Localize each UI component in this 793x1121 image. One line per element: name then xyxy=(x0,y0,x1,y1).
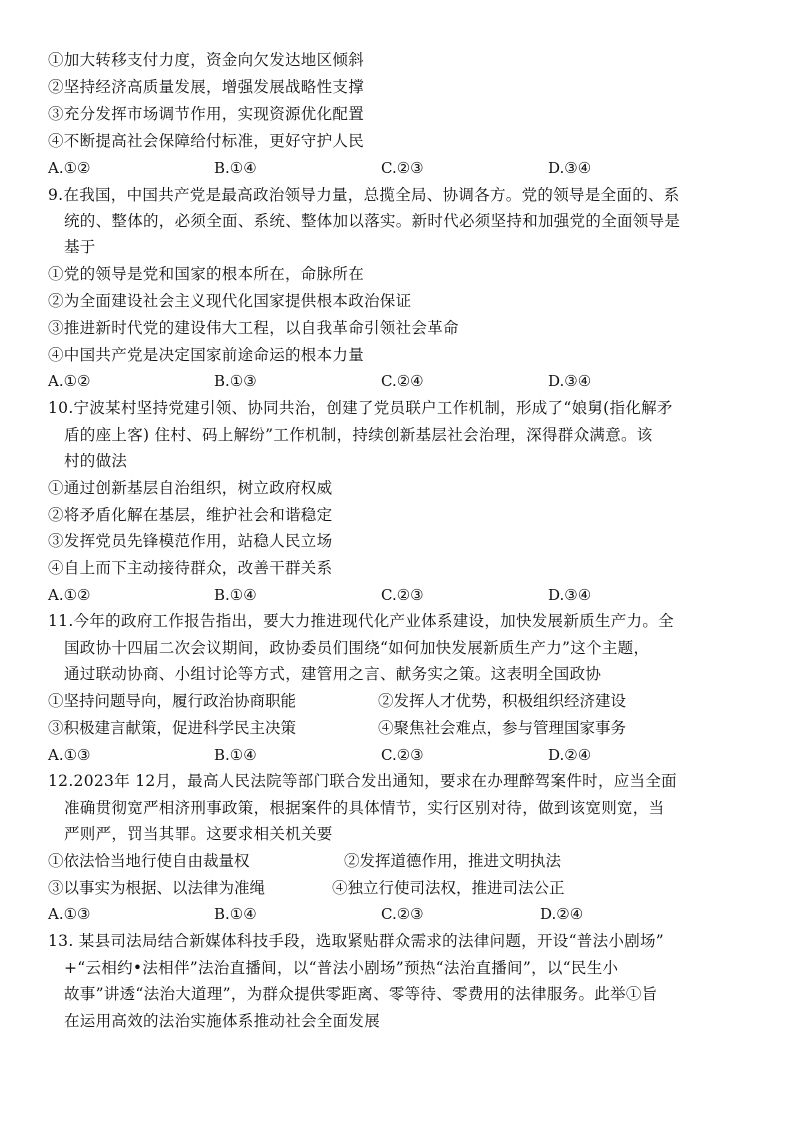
q11-stem-line-2: 国政协十四届二次会议期间，政协委员们围绕“如何加快发展新质生产力”这个主题， xyxy=(64,639,650,657)
q9-item-2: ②为全面建设社会主义现代化国家提供根本政治保证 xyxy=(48,292,412,310)
q10-stem-line-3: 村的做法 xyxy=(64,452,128,470)
q13-stem-line-4: 在运用高效的法治实施体系推动社会全面发展 xyxy=(64,1012,381,1030)
q10-options xyxy=(48,583,748,607)
q12-item-4: ④独立行使司法权，推进司法公正 xyxy=(332,879,565,897)
q9-option-c: C.②④ xyxy=(381,372,424,390)
q12-item-3: ③以事实为根据、以法律为准绳 xyxy=(48,879,266,897)
q8-item-2: ②坚持经济高质量发展，增强发展战略性支撑 xyxy=(48,78,365,96)
q13-stem-line-1: 13. 某县司法局结合新媒体科技手段，选取紧贴群众需求的法律问题，开设“普法小剧场” xyxy=(48,932,665,950)
q8-option-d: D.③④ xyxy=(548,159,592,177)
q9-option-d: D.③④ xyxy=(548,372,592,390)
q10-option-c: C.②③ xyxy=(381,586,424,604)
q12-stem-line-2: 准确贯彻宽严相济刑事政策，根据案件的具体情节，实行区别对待，做到该宽则宽，当 xyxy=(64,799,665,817)
q9-stem-line-1: 9.在我国，中国共产党是最高政治领导力量，总揽全局、协调各方。党的领导是全面的、系 xyxy=(48,186,680,204)
q9-item-3: ③推进新时代党的建设伟大工程，以自我革命引领社会革命 xyxy=(48,319,459,337)
q10-option-b: B.①④ xyxy=(214,586,257,604)
q9-options xyxy=(48,369,748,393)
q12-option-d: D.②④ xyxy=(540,905,584,923)
q9-stem-line-2: 统的、整体的，必须全面、系统、整体加以落实。新时代必须坚持和加强党的全面领导是 xyxy=(64,212,681,230)
q11-option-c: C.②③ xyxy=(381,746,424,764)
q10-item-1: ①通过创新基层自治组织，树立政府权威 xyxy=(48,479,333,497)
q8-option-c: C.②③ xyxy=(381,159,424,177)
q12-options xyxy=(48,902,748,926)
q11-stem-line-3: 通过联动协商、小组讨论等方式，建管用之言、献务实之策。这表明全国政协 xyxy=(64,665,602,683)
q12-option-b: B.①④ xyxy=(214,905,257,923)
q12-stem-line-1: 12.2023年 12月，最高人民法院等部门联合发出通知，要求在办理醉驾案件时，应当全面 xyxy=(48,772,677,790)
q12-option-c: C.②③ xyxy=(381,905,424,923)
q9-item-1: ①党的领导是党和国家的根本所在，命脉所在 xyxy=(48,265,365,283)
q8-option-a: A.①② xyxy=(48,159,91,177)
q12-option-a: A.①③ xyxy=(48,905,91,923)
q10-stem-line-1: 10.宁波某村坚持党建引领、协同共治，创建了党员联户工作机制，形成了“娘舅(指化解矛 xyxy=(48,399,673,417)
q13-stem-line-2: +“云相约•法相伴”法治直播间，以“普法小剧场”预热“法治直播间”，以“民生小 xyxy=(64,959,619,977)
q12-items-row-2 xyxy=(48,876,748,900)
q12-items-row-1 xyxy=(48,849,748,873)
q11-item-2: ②发挥人才优势，积极组织经济建设 xyxy=(378,692,627,710)
q9-option-b: B.①③ xyxy=(214,372,257,390)
q8-item-4: ④不断提高社会保障给付标准，更好守护人民 xyxy=(48,132,365,150)
q12-item-1: ①依法恰当地行使自由裁量权 xyxy=(48,852,250,870)
q11-item-4: ④聚焦社会难点，参与管理国家事务 xyxy=(378,719,627,737)
q10-item-4: ④自上而下主动接待群众，改善干群关系 xyxy=(48,559,333,577)
q9-item-4: ④中国共产党是决定国家前途命运的根本力量 xyxy=(48,346,365,364)
q8-options xyxy=(48,156,748,180)
q12-item-2: ②发挥道德作用，推进文明执法 xyxy=(344,852,562,870)
q11-items-row-1 xyxy=(48,689,748,713)
q11-option-d: D.②④ xyxy=(548,746,592,764)
q8-item-3: ③充分发挥市场调节作用，实现资源优化配置 xyxy=(48,105,365,123)
q11-option-b: B.①④ xyxy=(214,746,257,764)
q12-stem-line-3: 严则严，罚当其罪。这要求相关机关要 xyxy=(64,825,333,843)
q8-item-1: ①加大转移支付力度，资金向欠发达地区倾斜 xyxy=(48,51,365,69)
q13-stem-line-3: 故事”讲透“法治大道理”，为群众提供零距离、零等待、零费用的法律服务。此举①旨 xyxy=(64,985,658,1003)
q10-stem-line-2: 盾的座上客) 住村、码上解纷”工作机制，持续创新基层社会治理，深得群众满意。该 xyxy=(64,426,653,444)
q10-option-a: A.①② xyxy=(48,586,91,604)
q10-item-2: ②将矛盾化解在基层，维护社会和谐稳定 xyxy=(48,506,333,524)
q9-option-a: A.①② xyxy=(48,372,91,390)
q11-options xyxy=(48,743,748,767)
q11-stem-line-1: 11.今年的政府工作报告指出，要大力推进现代化产业体系建设，加快发展新质生产力。全 xyxy=(48,612,674,630)
q10-item-3: ③发挥党员先锋模范作用，站稳人民立场 xyxy=(48,532,333,550)
q11-item-1: ①坚持问题导向，履行政治协商职能 xyxy=(48,692,297,710)
q8-option-b: B.①④ xyxy=(214,159,257,177)
q11-item-3: ③积极建言献策，促进科学民主决策 xyxy=(48,719,297,737)
q11-option-a: A.①③ xyxy=(48,746,91,764)
q11-items-row-2 xyxy=(48,716,748,740)
q9-stem-line-3: 基于 xyxy=(64,238,96,256)
q10-option-d: D.③④ xyxy=(548,586,592,604)
